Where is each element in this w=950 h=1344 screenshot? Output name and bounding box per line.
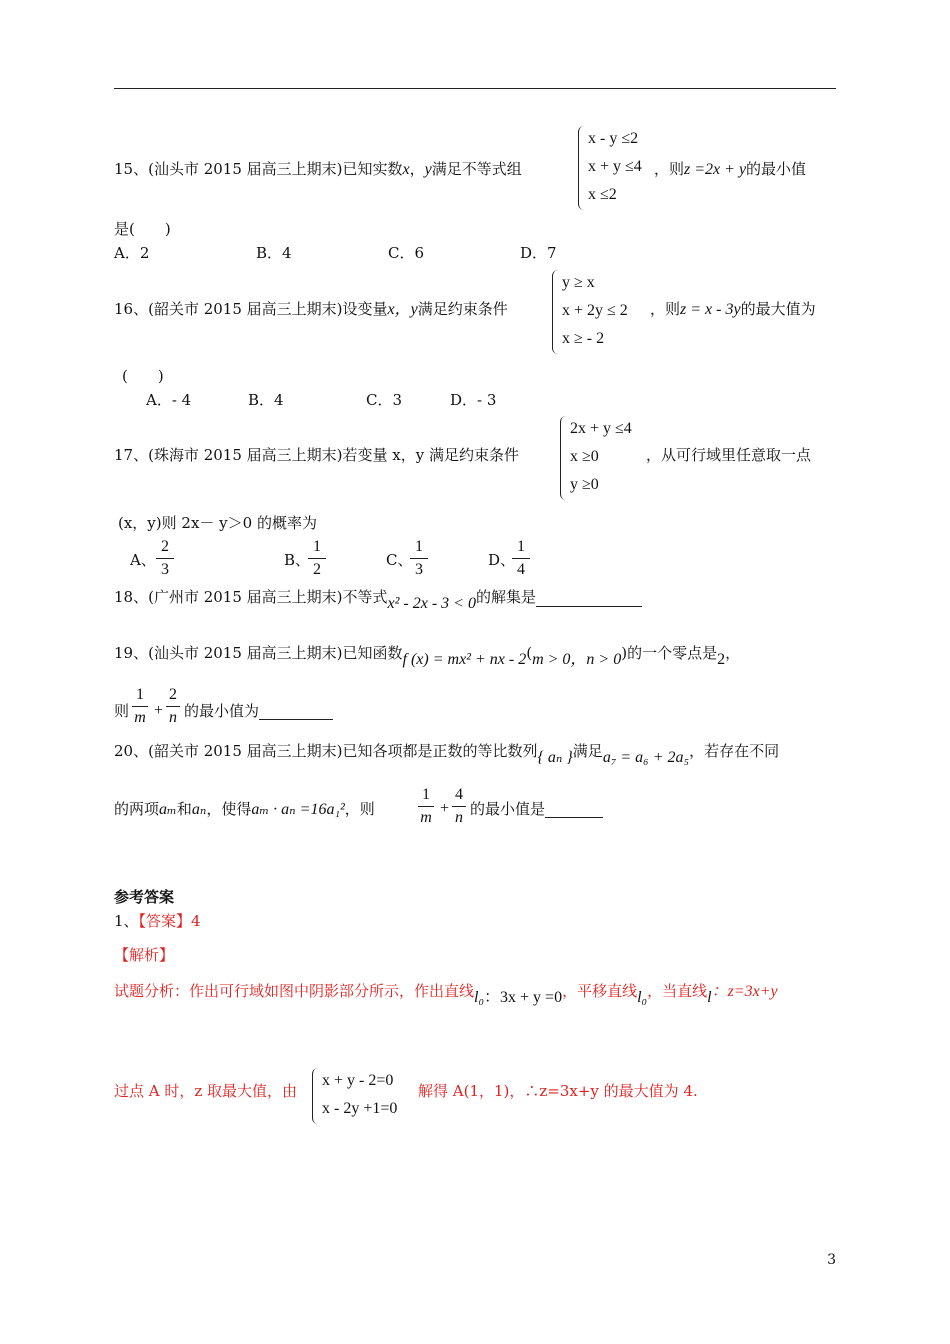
- page-number: 3: [827, 1252, 836, 1268]
- q20-fraction: 1 m: [418, 786, 434, 827]
- q16-option: B．4: [248, 391, 284, 409]
- q18-answer-blank: [536, 590, 642, 607]
- q20-tail: 的最小值是: [470, 800, 603, 818]
- answer-1: 1、【答案】4: [114, 912, 201, 930]
- q15-system: [578, 126, 648, 210]
- q20-plus: +: [440, 800, 450, 817]
- q19-fraction: 1 m: [132, 686, 148, 727]
- q16-option: C．3: [366, 391, 403, 409]
- q17-option-label: B、: [284, 551, 311, 569]
- q20-line1: 20、(韶关市 2015 届高三上期末)已知各项都是正数的等比数列{ aₙ }满足a₇ = a₆ + 2a₅，若存在不同: [114, 742, 780, 766]
- q17-sys-row: y ≥0: [570, 476, 599, 493]
- q17-option-fraction: 1 3: [410, 538, 428, 579]
- q17-option-label: D、: [488, 551, 516, 569]
- q17-sys-row: 2x + y ≤4: [570, 420, 632, 437]
- q16-sys-row: x ≥ - 2: [562, 330, 605, 347]
- q15-line2: 是( ): [114, 220, 171, 238]
- q17-option-fraction: 1 2: [308, 538, 326, 579]
- answers-heading: 参考答案: [114, 888, 175, 906]
- answer-analysis-line2a: 过点 A 时，z 取最大值，由: [114, 1082, 298, 1100]
- q16-sys-row: x + 2y ≤ 2: [562, 302, 628, 319]
- q15-option: D．7: [520, 244, 557, 262]
- q19-line1: 19、(汕头市 2015 届高三上期末)已知函数f (x) = mx² + nx - 2(m > 0，n > 0)的一个零点是2，: [114, 644, 741, 668]
- q16-tail: ，则z = x - 3y的最大值为: [650, 300, 816, 318]
- q19-fraction: 2 n: [166, 686, 180, 727]
- q19-then: 则: [114, 702, 130, 720]
- q20-answer-blank: [545, 801, 603, 818]
- q17-option-label: A、: [130, 551, 156, 569]
- q16-sys-row: y ≥ x: [562, 274, 595, 291]
- q17-tail: ，从可行域里任意取一点: [646, 446, 812, 464]
- answer-analysis-line1: 试题分析：作出可行域如图中阴影部分所示，作出直线l₀：3x + y =0，平移直线l₀，当直线l：z=3x+y: [114, 982, 778, 1006]
- header-rule: [114, 88, 836, 89]
- q15-option: C．6: [388, 244, 425, 262]
- q20-line2: 的两项aₘ和aₙ，使得aₘ · aₙ =16a₁²，则: [114, 800, 375, 818]
- q19-answer-blank: [259, 703, 333, 720]
- q17-option-label: C、: [386, 551, 413, 569]
- q17-option-fraction: 1 4: [512, 538, 530, 579]
- answer-sys-row: x - 2y +1=0: [322, 1100, 398, 1117]
- q15-option: A．2: [114, 244, 150, 262]
- q16-lead: 16、(韶关市 2015 届高三上期末)设变量x，y满足约束条件: [114, 300, 508, 318]
- answer-system: [312, 1068, 412, 1124]
- q18-line: 18、(广州市 2015 届高三上期末)不等式x² - 2x - 3 < 0的解集是: [114, 588, 642, 607]
- q16-line2: ( ): [122, 367, 164, 385]
- q19-tail: 的最小值为: [184, 702, 333, 720]
- q15-sys-row: x ≤2: [588, 186, 617, 203]
- q15-tail: ，则z =2x + y的最小值: [654, 160, 807, 178]
- answer-sys-row: x + y - 2=0: [322, 1072, 394, 1089]
- q17-system: [560, 416, 650, 500]
- q16-option: A．- 4: [146, 391, 192, 409]
- answer-analysis-line2b: 解得 A(1，1)，∴z=3x+y 的最大值为 4.: [418, 1082, 698, 1100]
- q17-sys-row: x ≥0: [570, 448, 599, 465]
- q15-sys-row: x + y ≤4: [588, 158, 642, 175]
- q15-lead: 15、(汕头市 2015 届高三上期末)已知实数x，y满足不等式组: [114, 160, 522, 178]
- q17-lead: 17、(珠海市 2015 届高三上期末)若变量 x，y 满足约束条件: [114, 446, 519, 464]
- q17-line2: (x，y)则 2x－ y＞0 的概率为: [118, 514, 317, 532]
- q19-plus: +: [154, 702, 164, 719]
- q16-system: [552, 270, 652, 354]
- answer-analysis-label: 【解析】: [114, 946, 175, 964]
- q17-option-fraction: 2 3: [156, 538, 174, 579]
- q20-fraction: 4 n: [452, 786, 466, 827]
- q15-sys-row: x - y ≤2: [588, 130, 639, 147]
- q15-option: B．4: [256, 244, 292, 262]
- q16-option: D．- 3: [450, 391, 497, 409]
